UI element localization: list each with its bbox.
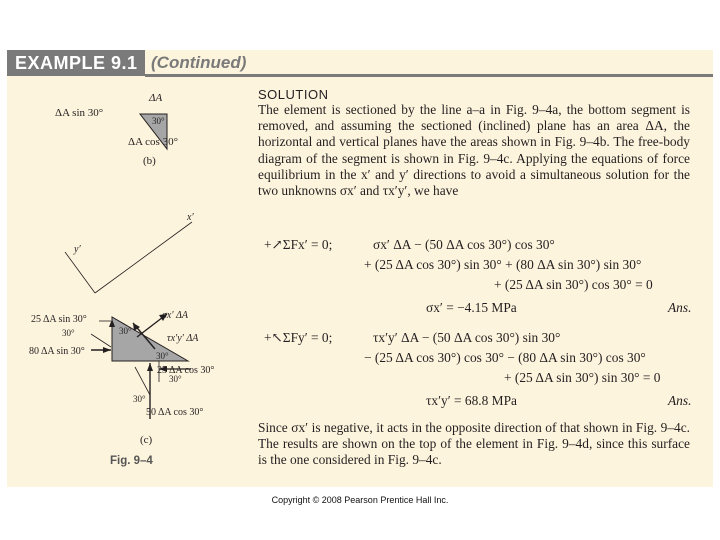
eq-y-label: +↖ΣFy′ = 0; [264, 330, 333, 345]
example-header [7, 50, 713, 76]
angle-center-label: 30° [156, 351, 169, 361]
eq-x-label: +↗ΣFx′ = 0; [264, 237, 333, 252]
eq-y-ans: Ans. [668, 393, 692, 408]
force-25-sin-label: 25 ΔA sin 30° [31, 314, 87, 325]
fig-b-top-label: ΔA [149, 92, 163, 104]
figure-caption: Fig. 9–4 [110, 455, 153, 467]
y-prime-axis [65, 252, 95, 293]
eq-y-line1: τx′y′ ΔA − (50 ΔA cos 30°) sin 30° [373, 330, 561, 345]
angle-right-label: 30° [169, 374, 182, 384]
figure-c [29, 212, 214, 446]
copyright-notice: Copyright © 2008 Pearson Prentice Hall Inc. [271, 495, 449, 505]
eq-y-result: τx′y′ = 68.8 MPa [426, 393, 517, 408]
force-80-sin-label: 80 ΔA sin 30° [29, 346, 85, 357]
x-prime-axis [95, 222, 192, 293]
eq-x-line1: σx′ ΔA − (50 ΔA cos 30°) cos 30° [373, 237, 555, 252]
example-panel [7, 50, 713, 487]
continued-label: (Continued) [151, 53, 247, 72]
angle-mid-left-label: 30° [119, 326, 132, 336]
free-body-figure [7, 77, 247, 487]
fig-b-bottom-label: ΔA cos 30° [128, 136, 178, 148]
angle-bottom-label: 30° [133, 394, 146, 404]
force-50-cos-label: 50 ΔA cos 30° [146, 407, 204, 418]
fig-c-caption: (c) [140, 434, 153, 446]
force-sigma-label: σx′ ΔA [162, 310, 189, 321]
eq-y-line3: + (25 ΔA sin 30°) sin 30° = 0 [504, 370, 661, 385]
fig-b-caption: (b) [143, 155, 156, 167]
fig-b-left-label: ΔA sin 30° [55, 107, 104, 119]
angle-left-label: 30° [62, 328, 75, 338]
eq-x-line2: + (25 ΔA cos 30°) sin 30° + (80 ΔA sin 30°) sin 30° [364, 257, 642, 272]
eq-x-line3: + (25 ΔA sin 30°) cos 30° = 0 [494, 277, 653, 292]
axis-y-label: y′ [74, 244, 81, 255]
eq-x-ans: Ans. [668, 300, 692, 315]
fig-b-angle: 30° [152, 116, 165, 126]
figure-b [55, 92, 178, 167]
force-tau-label: τx′y′ ΔA [167, 333, 199, 344]
eq-x-result: σx′ = −4.15 MPa [426, 300, 517, 315]
solution-paragraph: The element is sectioned by the line a–a in Fig. 9–4a, the bottom segment is removed, and assuming the sectioned (inclined) plane has an area ΔA, the horizontal and vertical planes have the areas shown in Fig. 9–4b. The free-body diagram of the segment is shown in Fig. 9–4c. Applying the equations of force equilibrium in the x′ and y′ directions to avoid a simultaneous solution for the two unknowns σx′ and τx′y′, we have [258, 102, 690, 199]
axis-x-label: x′ [187, 212, 194, 223]
solution-title: SOLUTION [258, 87, 329, 102]
conclusion-paragraph: Since σx′ is negative, it acts in the opposite direction of that shown in Fig. 9–4c. The results are shown on the top of the element in Fig. 9–4d, since this surface is the one considered in Fig. 9–4c. [258, 420, 690, 468]
example-label: EXAMPLE 9.1 [7, 50, 145, 76]
force-25-cos-label: 25 ΔA cos 30° [157, 365, 215, 376]
eq-y-line2: − (25 ΔA cos 30°) cos 30° − (80 ΔA sin 30°) cos 30° [364, 350, 646, 365]
